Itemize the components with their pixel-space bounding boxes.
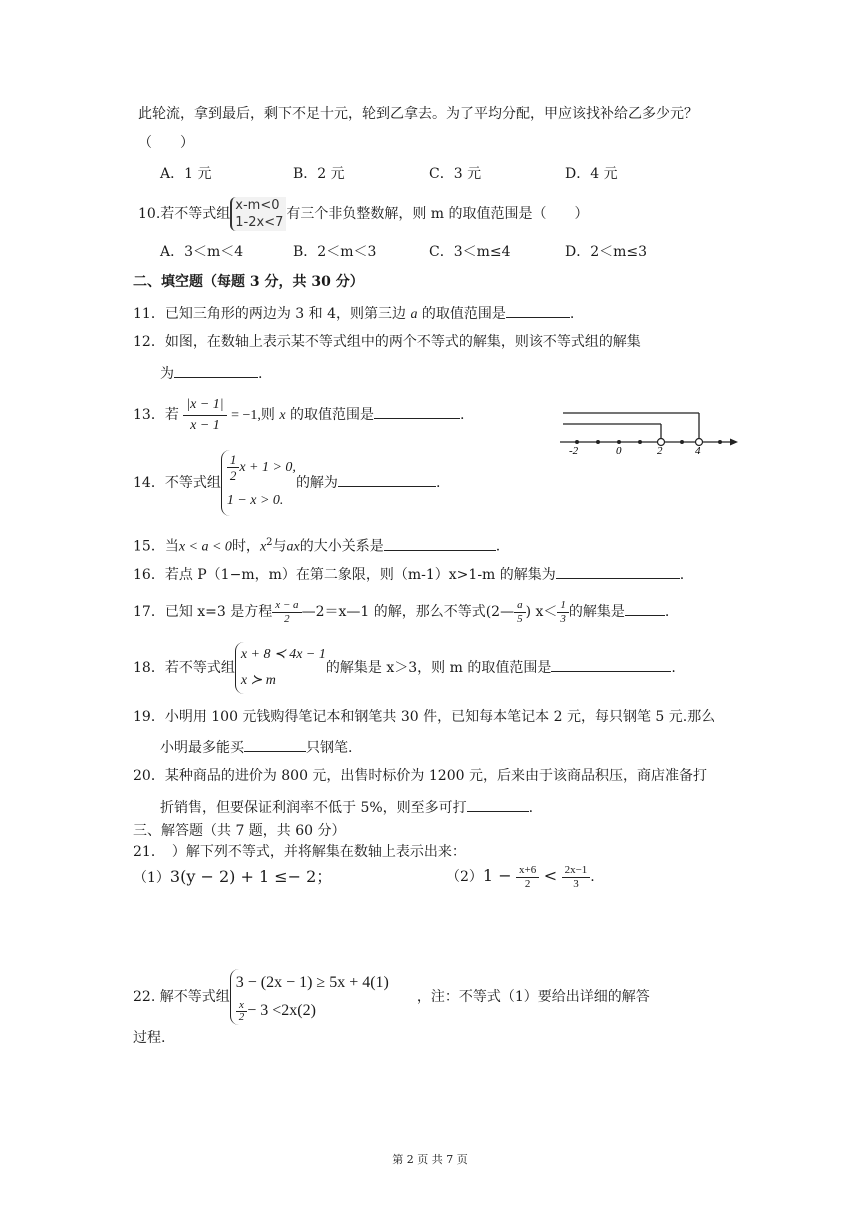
q13: 13．若 $\frac{|x - 1|}{x - 1}$ = −1,则 x 的取值范围是 . — [133, 392, 464, 439]
tick-dot — [575, 440, 579, 444]
q13-blank — [374, 403, 460, 419]
q11: 11．已知三角形的两边为 3 和 4，则第三边 a 的取值范围是 . — [133, 302, 574, 325]
tick-dot — [638, 440, 642, 444]
q17: 17．已知 x=3 是方程 $\frac{x - a}{2}$ —2＝x—1 的解，那么不等式(2— $\frac{a}{5}$ ) x＜ $\frac{1}{3}$ 的解集是 . — [133, 598, 670, 625]
q22-line2: 过程. — [133, 1030, 166, 1046]
q9-option-c: C．3 元 — [429, 166, 482, 182]
q9-option-d: D．4 元 — [565, 166, 618, 182]
q21-line1: 21． ）解下列不等式，并将解集在数轴上表示出来： — [133, 844, 466, 860]
q15-blank — [384, 535, 496, 551]
q22: 22. 解不等式组 3 − (2x − 1) ≥ 5x + 4(1) $\frac{x}{2}$ − 3 <2x(2) ，注：不等式（1）要给出详细的解答 — [133, 966, 650, 1028]
q17-blank — [625, 600, 665, 616]
q9-text: 此轮流，拿到最后，剩下不足十元，轮到乙拿去。为了平均分配，甲应该找补给乙多少元？ — [138, 106, 698, 122]
tick-label: -2 — [569, 445, 579, 457]
q21-part2: （2）1 − $\frac{x+6}{2}$ < $\frac{2x-1}{3}$ . — [446, 863, 595, 890]
section-3-heading: 三、解答题（共 7 题，共 60 分） — [133, 823, 346, 839]
q10-option-b: B．2＜m＜3 — [293, 244, 377, 260]
q16: 16．若点 P（1−m，m）在第二象限，则（m-1）x>1-m 的解集为 . — [133, 563, 684, 585]
q10-option-d: D．2＜m≤3 — [565, 244, 648, 260]
q18: 18．若不等式组 x + 8 ≺ 4x − 1 x ≻ m 的解集是 x＞3，则 m 的取值范围是 . — [133, 640, 676, 696]
tick-dot — [718, 440, 722, 444]
q10-option-c: C．3＜m≤4 — [429, 244, 511, 260]
q10-suffix: 有三个非负整数解，则 m 的取值范围是（ ） — [286, 206, 589, 222]
q18-system: x + 8 ≺ 4x − 1 x ≻ m — [235, 642, 326, 694]
tick-dot — [596, 440, 600, 444]
q10-system-image: x-m<0 1-2x<7 — [230, 197, 286, 231]
tick-dot — [617, 440, 621, 444]
q16-blank — [556, 563, 680, 579]
q9-option-b: B．2 元 — [293, 166, 345, 182]
q12-line1: 12．如图，在数轴上表示某不等式组中的两个不等式的解集，则该不等式组的解集 — [133, 334, 641, 350]
q14: 14．不等式组 $\frac{1}{2}$ x + 1 > 0, 1 − x > 0. 的解为 . — [133, 448, 440, 518]
q10 — [138, 194, 589, 234]
q9-paren: （ ） — [138, 135, 194, 151]
tick-label: 2 — [657, 445, 663, 457]
q11-blank — [506, 302, 570, 318]
q15: 15．当x < a < 0时，$x^2$与ax的大小关系是 . — [133, 533, 500, 558]
q21-part1: （1）3(y − 2) + 1 ≤− 2； — [133, 867, 333, 886]
q19-blank — [244, 736, 306, 752]
q10-prefix: 10.若不等式组 — [138, 206, 231, 222]
axis-arrow-icon — [730, 439, 738, 446]
tick-dot — [680, 440, 684, 444]
q22-system: 3 − (2x − 1) ≥ 5x + 4(1) $\frac{x}{2}$ − 3 <2x(2) — [230, 969, 389, 1025]
tick-label: 4 — [695, 445, 701, 457]
q14-blank — [338, 471, 436, 487]
q19-line2: 小明最多能买 只钢笔. — [160, 736, 352, 758]
q19-line1: 19．小明用 100 元钱购得笔记本和钢笔共 30 件，已知每本笔记本 2 元，每只钢笔 5 元.那么 — [133, 709, 716, 725]
q20-line2: 折销售，但要保证利润率不低于 5%，则至多可打 . — [160, 796, 533, 818]
q12-line2: 为 . — [160, 362, 262, 384]
q14-system: $\frac{1}{2}$ x + 1 > 0, 1 − x > 0. — [221, 450, 296, 516]
q10-option-a: A．3＜m＜4 — [160, 244, 244, 260]
q9-option-a: A．1 元 — [160, 166, 212, 182]
q20-line1: 20．某种商品的进价为 800 元，出售时标价为 1200 元，后来由于该商品积压，商店准备打 — [133, 768, 707, 784]
q20-blank — [467, 796, 529, 812]
number-line-figure — [555, 403, 745, 458]
page-footer: 第 2 页 共 7 页 — [392, 1153, 468, 1166]
q13-fraction: $\frac{|x - 1|}{x - 1}$ — [183, 395, 226, 436]
section-2-heading: 二、填空题（每题 3 分，共 30 分） — [133, 274, 364, 290]
q12-blank — [174, 362, 258, 378]
tick-label: 0 — [616, 445, 622, 457]
q18-blank — [551, 656, 671, 672]
